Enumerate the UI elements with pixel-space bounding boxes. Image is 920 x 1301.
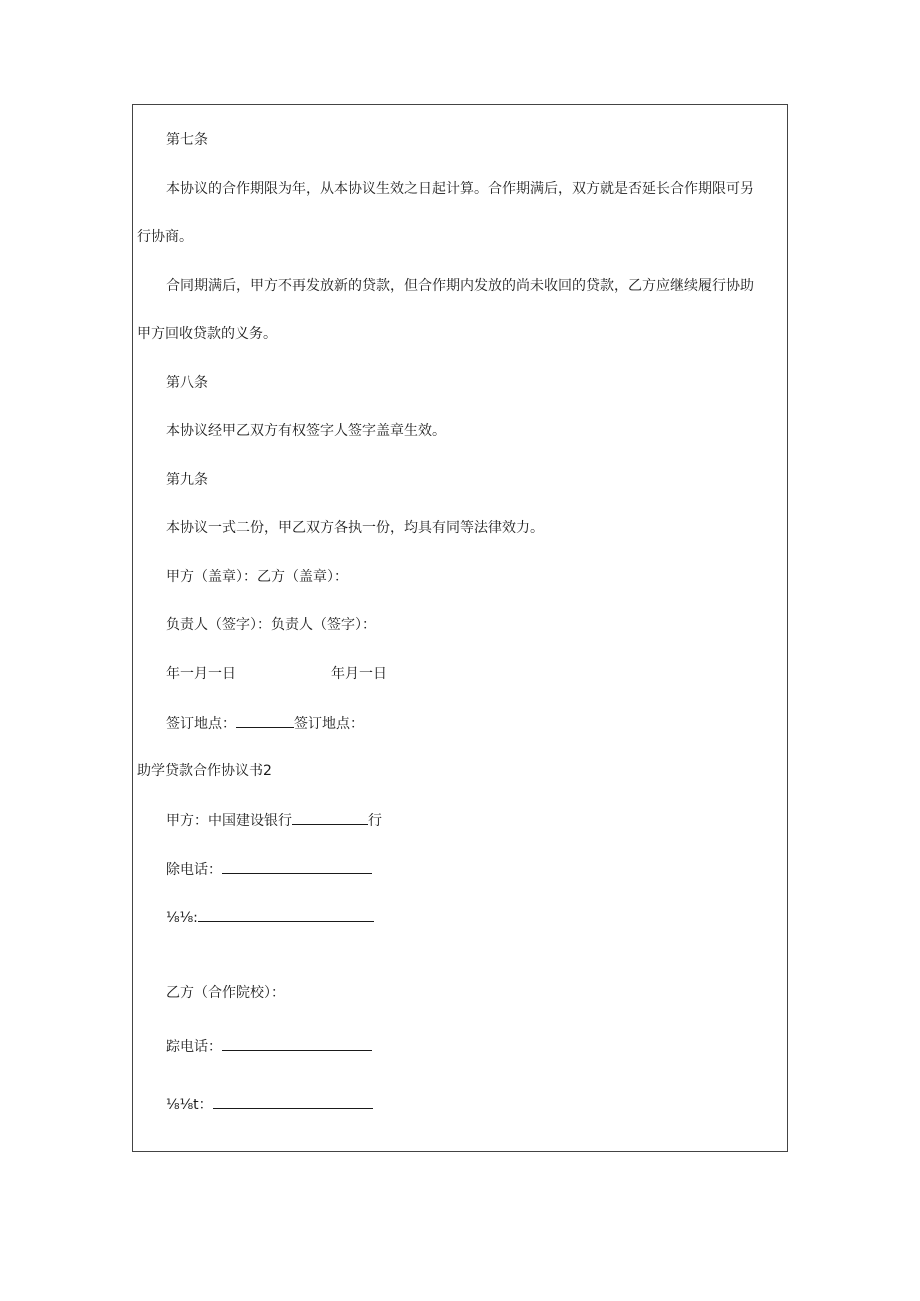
party-b-field-line bbox=[166, 1094, 373, 1114]
party-a-field-line bbox=[166, 907, 374, 927]
party-b-field-blank bbox=[213, 1094, 373, 1109]
date-right: 年月一日 bbox=[331, 666, 387, 682]
article-7-para2-line2: 甲方回收贷款的义务。 bbox=[137, 326, 277, 342]
party-a-phone-label: 除电话： bbox=[166, 862, 222, 878]
party-b-phone-blank bbox=[222, 1036, 372, 1051]
party-b-label: 乙方（合作院校）： bbox=[166, 985, 285, 1001]
party-a-label: 甲方：中国建设银行 bbox=[166, 813, 292, 829]
party-a-branch-blank bbox=[292, 810, 368, 825]
party-b-phone-label: 踪电话： bbox=[166, 1039, 222, 1055]
article-8-text: 本协议经甲乙双方有权签字人签字盖章生效。 bbox=[166, 423, 446, 439]
article-8-heading: 第八条 bbox=[166, 375, 208, 391]
date-left: 年一月一日 bbox=[166, 666, 236, 682]
party-b-phone-line bbox=[166, 1036, 372, 1056]
article-7-para2-line1: 合同期满后，甲方不再发放新的贷款，但合作期内发放的尚未收回的贷款，乙方应继续履行协助 bbox=[166, 278, 754, 294]
party-a-phone-line bbox=[166, 859, 372, 879]
party-a-field-label: ⅛⅛: bbox=[166, 910, 198, 926]
party-b-field-label: ⅛⅛t： bbox=[166, 1097, 213, 1113]
party-a-field-blank bbox=[198, 907, 374, 922]
signing-place-blank bbox=[236, 713, 294, 728]
party-a-phone-blank bbox=[222, 859, 372, 874]
article-9-heading: 第九条 bbox=[166, 472, 208, 488]
agreement-2-title: 助学贷款合作协议书2 bbox=[137, 763, 272, 779]
seal-line: 甲方（盖章）：乙方（盖章）： bbox=[166, 569, 348, 585]
article-7-para1-line2: 行协商。 bbox=[137, 229, 193, 245]
article-9-text: 本协议一式二份，甲乙双方各执一份，均具有同等法律效力。 bbox=[166, 520, 544, 536]
party-a-suffix: 行 bbox=[368, 813, 382, 829]
signer-line: 负责人（签字）：负责人（签字）： bbox=[166, 617, 376, 633]
party-a-line bbox=[166, 810, 382, 830]
signing-place-label-2: 签订地点： bbox=[294, 716, 364, 732]
signing-place-line bbox=[166, 713, 364, 733]
signing-place-label-1: 签订地点： bbox=[166, 716, 236, 732]
article-7-heading: 第七条 bbox=[166, 132, 208, 148]
article-7-para1-line1: 本协议的合作期限为年，从本协议生效之日起计算。合作期满后，双方就是否延长合作期限可另 bbox=[166, 181, 754, 197]
